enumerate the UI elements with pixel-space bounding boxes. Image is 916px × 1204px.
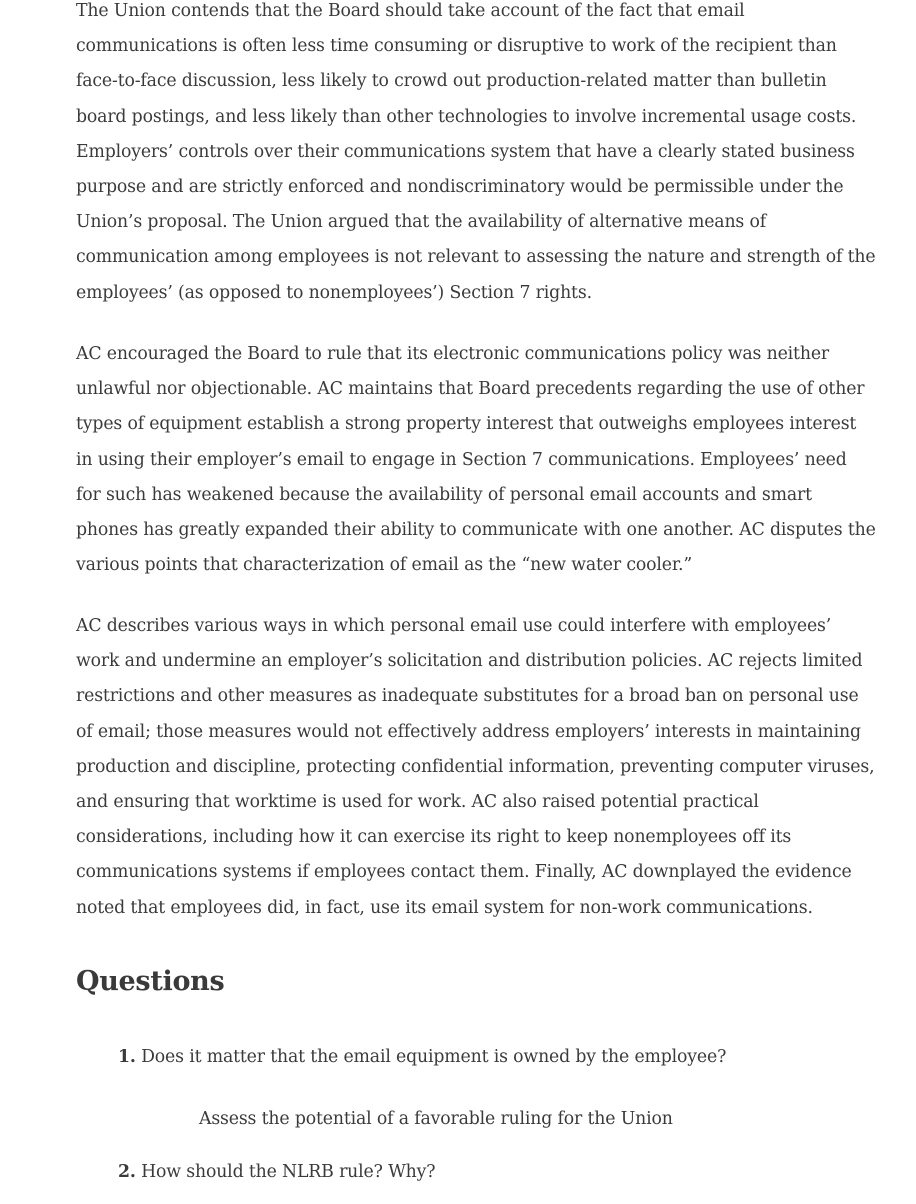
question-number: 1.	[118, 1047, 136, 1067]
questions-heading: Questions	[76, 966, 225, 997]
question-item	[118, 1160, 435, 1184]
question-number: 2.	[118, 1162, 136, 1182]
question-text: How should the NLRB rule? Why?	[141, 1162, 436, 1182]
question-subtext: Assess the potential of a favorable ruling for the Union	[199, 1109, 673, 1129]
paragraph-union-contentions: The Union contends that the Board should take account of the fact that email communications is often less time consuming or disruptive to work of the recipient than face-to-face discussion, less likely to crowd out production-related matter than bulletin board postings, and less likely than other technologies to involve incremental usage costs. Employers’ controls over their communications system that have a clearly stated business purpose and are strictly enforced and nondiscriminatory would be permissible under the Union’s proposal. The Union argued that the availability of alternative means of communication among employees is not relevant to assessing the nature and strength of the employees’ (as opposed to nonemployees’) Section 7 rights.	[76, 1, 876, 303]
paragraph-ac-interference: AC describes various ways in which personal email use could interfere with employees’ work and undermine an employer’s solicitation and distribution policies. AC rejects limited restrictions and other measures as inadequate substitutes for a broad ban on personal use of email; those measures would not effectively address employers’ interests in maintaining production and discipline, protecting confidential information, preventing computer viruses, and ensuring that worktime is used for work. AC also raised potential practical considerations, including how it can exercise its right to keep nonemployees off its communications systems if employees contact them. Finally, AC downplayed the evidence noted that employees did, in fact, use its email system for non-work communications.	[76, 616, 875, 918]
question-item	[118, 1045, 726, 1069]
question-text: Does it matter that the email equipment is owned by the employee?	[141, 1047, 727, 1067]
paragraph-ac-position: AC encouraged the Board to rule that its electronic communications policy was neither unlawful nor objectionable. AC maintains that Board precedents regarding the use of other types of equipment establish a strong property interest that outweighs employees interest in using their employer’s email to engage in Section 7 communications. Employees’ need for such has weakened because the availability of personal email accounts and smart phones has greatly expanded their ability to communicate with one another. AC disputes the various points that characterization of email as the “new water cooler.”	[76, 344, 876, 576]
